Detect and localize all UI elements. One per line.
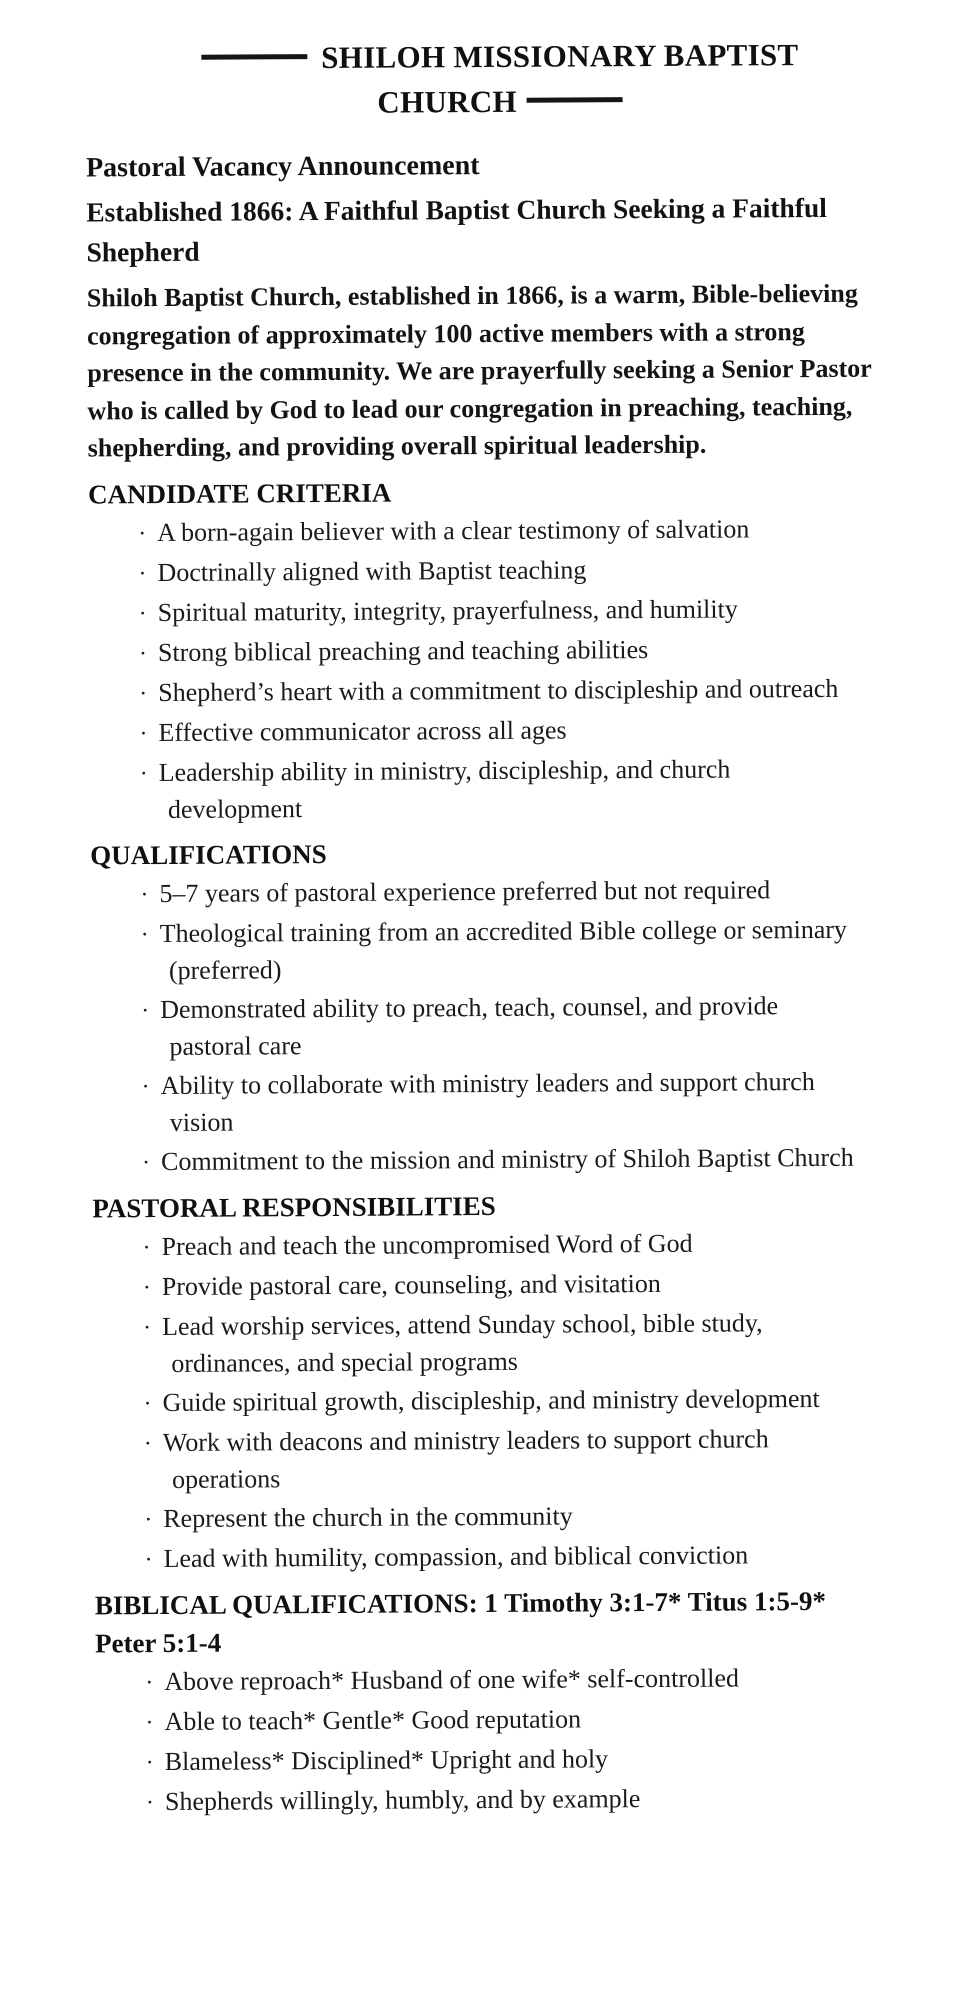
- list-item: [138, 550, 863, 591]
- list-item-text: Blameless* Disciplined* Upright and holy: [164, 1743, 609, 1776]
- list-item-text: Commitment to the mission and ministry of Shiloh Baptist Church: [160, 1142, 854, 1176]
- bullet-list: [140, 871, 867, 1180]
- subtitle: Pastoral Vacancy Announcement: [85, 150, 480, 184]
- list-item: [144, 1496, 869, 1537]
- list-item: [144, 1536, 869, 1577]
- bullet-dot-icon: ·: [142, 1274, 151, 1301]
- bullet-dot-icon: ·: [145, 1789, 155, 1816]
- list-item: [139, 670, 864, 711]
- list-item: [140, 750, 865, 827]
- list-item: [143, 1264, 868, 1305]
- list-item: [139, 590, 864, 631]
- list-item-text: Ability to collaborate with ministry leaders and support church vision: [160, 1066, 815, 1137]
- list-item: [139, 710, 864, 751]
- list-item: [142, 1063, 867, 1140]
- page-title-line-2: [85, 76, 914, 126]
- bullet-dot-icon: ·: [141, 997, 150, 1024]
- page-title-text-2: CHURCH: [377, 83, 518, 120]
- list-item-text: Doctrinally aligned with Baptist teaching: [157, 554, 587, 587]
- page-title: [85, 31, 915, 126]
- list-item: [141, 911, 866, 988]
- sections-container: [88, 470, 925, 1821]
- list-item: [144, 1420, 869, 1497]
- bullet-dot-icon: ·: [141, 1073, 150, 1100]
- bullet-dot-icon: ·: [139, 720, 148, 747]
- list-item-text: Shepherds willingly, humbly, and by example: [164, 1783, 641, 1816]
- list-item: [142, 1224, 867, 1265]
- list-item: [146, 1739, 871, 1780]
- list-item-text: Theological training from an accredited Bible college or seminary (preferred): [159, 914, 848, 985]
- bullet-dot-icon: ·: [145, 1709, 154, 1736]
- intro-paragraph: Shiloh Baptist Church, established in 1866, is a warm, Bible-believing congregation of approximately 100 active members with a strong presence in the community. We are prayerfully seeking a Senior Pastor who is called by God to lead our congregation in preaching, teaching, shepherding, and providing overall spiritual leadership.: [86, 278, 872, 463]
- bullet-dot-icon: ·: [138, 560, 147, 587]
- list-item: [142, 1139, 867, 1180]
- bullet-dot-icon: ·: [144, 1506, 153, 1533]
- list-item: [141, 987, 866, 1064]
- bullet-dot-icon: ·: [139, 680, 148, 707]
- section-heading: CANDIDATE CRITERIA: [87, 477, 392, 509]
- list-item-text: Preach and teach the uncompromised Word of God: [161, 1228, 693, 1261]
- bullet-list: [142, 1224, 869, 1577]
- bullet-dot-icon: ·: [142, 1234, 151, 1261]
- bullet-list: [138, 510, 865, 827]
- bullet-dot-icon: ·: [138, 640, 148, 667]
- bullet-dot-icon: ·: [143, 1314, 152, 1341]
- list-item-text: Above reproach* Husband of one wife* self-controlled: [164, 1662, 740, 1696]
- list-item-text: Work with deacons and ministry leaders to support church operations: [162, 1423, 769, 1494]
- list-item-text: Guide spiritual growth, discipleship, and ministry development: [162, 1383, 820, 1417]
- tagline: Established 1866: A Faithful Baptist Church Seeking a Faithful Shepherd: [86, 191, 827, 268]
- list-item: [139, 630, 864, 671]
- bullet-dot-icon: ·: [143, 1430, 152, 1457]
- list-item-text: Strong biblical preaching and teaching abilities: [157, 634, 649, 667]
- section-heading: PASTORAL RESPONSIBILITIES: [92, 1190, 496, 1223]
- list-item: [145, 1659, 870, 1700]
- section-heading: BIBLICAL QUALIFICATIONS: 1 Timothy 3:1-7* Titus 1:5-9* Peter 5:1-4: [94, 1585, 827, 1658]
- bullet-dot-icon: ·: [140, 881, 149, 908]
- list-item: [146, 1779, 871, 1820]
- bullet-dot-icon: ·: [140, 921, 149, 948]
- list-item: [140, 871, 865, 912]
- list-item-text: Lead with humility, compassion, and biblical conviction: [163, 1539, 749, 1573]
- bullet-dot-icon: ·: [138, 600, 147, 627]
- list-item: [143, 1380, 868, 1421]
- em-dash-rule-icon: [527, 97, 623, 103]
- list-item-text: Represent the church in the community: [163, 1500, 573, 1533]
- list-item: [138, 510, 863, 551]
- bullet-dot-icon: ·: [145, 1669, 154, 1696]
- list-item-text: 5–7 years of pastoral experience preferred but not required: [159, 874, 771, 908]
- bullet-dot-icon: ·: [145, 1749, 154, 1776]
- em-dash-rule-icon: [201, 54, 307, 60]
- bullet-dot-icon: ·: [144, 1546, 153, 1573]
- bullet-dot-icon: ·: [143, 1390, 152, 1417]
- list-item-text: Leadership ability in ministry, discipleship, and church development: [158, 754, 731, 824]
- bullet-list: [145, 1659, 871, 1820]
- list-item-text: Spiritual maturity, integrity, prayerfulness, and humility: [157, 593, 738, 627]
- list-item-text: A born-again believer with a clear testimony of salvation: [157, 513, 750, 547]
- list-item-text: Demonstrated ability to preach, teach, counsel, and provide pastoral care: [160, 990, 779, 1061]
- page-title-line-1: [85, 31, 914, 81]
- list-item-text: Shepherd’s heart with a commitment to discipleship and outreach: [158, 673, 839, 707]
- bullet-dot-icon: ·: [142, 1149, 151, 1176]
- section-heading: QUALIFICATIONS: [90, 838, 327, 870]
- list-item: [143, 1304, 868, 1381]
- page-title-text-1: SHILOH MISSIONARY BAPTIST: [321, 37, 799, 76]
- list-item-text: Lead worship services, attend Sunday school, bible study, ordinances, and special programs: [162, 1307, 763, 1378]
- bullet-dot-icon: ·: [138, 520, 147, 547]
- list-item-text: Effective communicator across all ages: [158, 715, 567, 747]
- list-item: [145, 1699, 870, 1740]
- list-item-text: Provide pastoral care, counseling, and visitation: [161, 1268, 661, 1301]
- bullet-dot-icon: ·: [139, 760, 148, 787]
- list-item-text: Able to teach* Gentle* Good reputation: [164, 1703, 582, 1736]
